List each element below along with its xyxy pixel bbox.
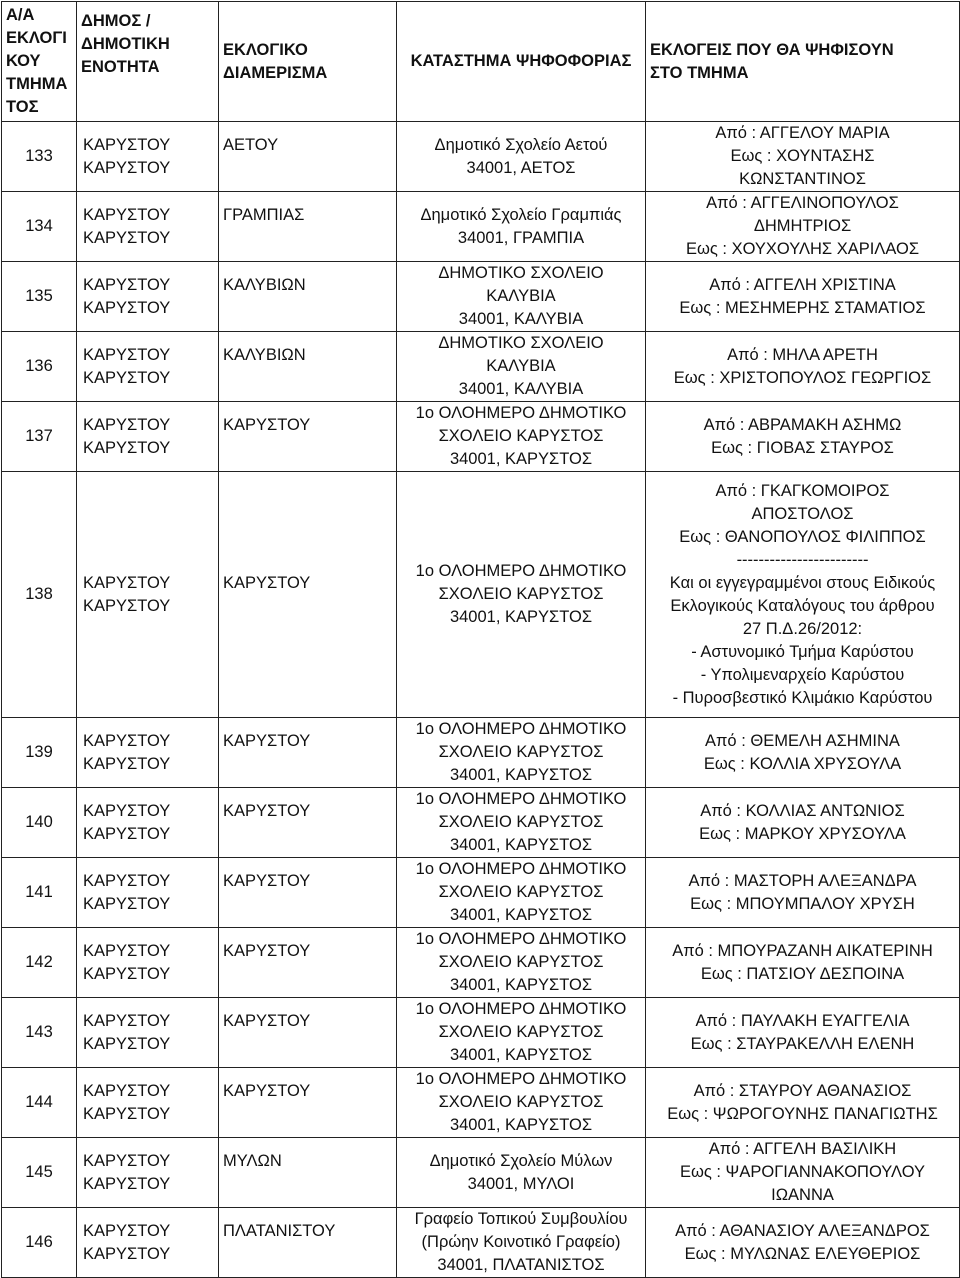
voter-range-cell: Από : ΓΚΑΓΚΟΜΟΙΡΟΣ ΑΠΟΣΤΟΛΟΣ Εως : ΘΑΝΟΠΟΥΛΟΣ ΦΙΛΙΠΠΟΣ ------------------------ Και οι εγγεγραμμένοι στους Ειδικούς Εκλογικούς Καταλόγους του άρθρου 27 Π.Δ.26/2012: - Αστυνομικό Τμήμα Καρύστου - Υπολιμεναρχείο Καρύστου - Πυροσβεστικό Κλιμάκιο Καρύστου — [646, 472, 960, 718]
header-municipality: ΔΗΜΟΣ / ΔΗΜΟΤΙΚΗ ΕΝΟΤΗΤΑ — [77, 2, 219, 122]
district-cell: ΚΑΡΥΣΤΟΥ — [219, 788, 397, 858]
polling-station-cell: 1ο ΟΛΟΗΜΕΡΟ ΔΗΜΟΤΙΚΟ ΣΧΟΛΕΙΟ ΚΑΡΥΣΤΟΣ 34001, ΚΑΡΥΣΤΟΣ — [397, 472, 646, 718]
polling-station-cell: 1ο ΟΛΟΗΜΕΡΟ ΔΗΜΟΤΙΚΟ ΣΧΟΛΕΙΟ ΚΑΡΥΣΤΟΣ 34001, ΚΑΡΥΣΤΟΣ — [397, 718, 646, 788]
district-cell: ΜΥΛΩΝ — [219, 1138, 397, 1208]
polling-station-cell: Δημοτικό Σχολείο Γραμπιάς 34001, ΓΡΑΜΠΙΑ — [397, 192, 646, 262]
voter-range-cell: Από : ΣΤΑΥΡΟΥ ΑΘΑΝΑΣΙΟΣ Εως : ΨΩΡΟΓΟΥΝΗΣ ΠΑΝΑΓΙΩΤΗΣ — [646, 1068, 960, 1138]
table-row — [2, 472, 960, 718]
municipality-cell: ΚΑΡΥΣΤΟΥ ΚΑΡΥΣΤΟΥ — [77, 472, 219, 718]
table-row — [2, 1208, 960, 1278]
section-number: 140 — [2, 788, 77, 858]
section-number: 135 — [2, 262, 77, 332]
table-row — [2, 122, 960, 192]
voter-range-cell: Από : ΜΠΟΥΡΑΖΑΝΗ ΑΙΚΑΤΕΡΙΝΗ Εως : ΠΑΤΣΙΟΥ ΔΕΣΠΟΙΝΑ — [646, 928, 960, 998]
section-number: 145 — [2, 1138, 77, 1208]
table-row — [2, 928, 960, 998]
polling-stations-table — [1, 1, 960, 1278]
voter-range-cell: Από : ΠΑΥΛΑΚΗ ΕΥΑΓΓΕΛΙΑ Εως : ΣΤΑΥΡΑΚΕΛΛΗ ΕΛΕΝΗ — [646, 998, 960, 1068]
section-number: 142 — [2, 928, 77, 998]
district-cell: ΚΑΡΥΣΤΟΥ — [219, 998, 397, 1068]
section-number: 134 — [2, 192, 77, 262]
table-row — [2, 262, 960, 332]
table-row — [2, 1138, 960, 1208]
voter-range-cell: Από : ΑΘΑΝΑΣΙΟΥ ΑΛΕΞΑΝΔΡΟΣ Εως : ΜΥΛΩΝΑΣ ΕΛΕΥΘΕΡΙΟΣ — [646, 1208, 960, 1278]
table-row — [2, 718, 960, 788]
table-row — [2, 192, 960, 262]
district-cell: ΓΡΑΜΠΙΑΣ — [219, 192, 397, 262]
district-cell: ΚΑΡΥΣΤΟΥ — [219, 472, 397, 718]
district-cell: ΚΑΡΥΣΤΟΥ — [219, 928, 397, 998]
table-row — [2, 1068, 960, 1138]
district-cell: ΚΑΛΥΒΙΩΝ — [219, 262, 397, 332]
table-header-row — [2, 2, 960, 122]
voter-range-cell: Από : ΑΓΓΕΛΗ ΧΡΙΣΤΙΝΑ Εως : ΜΕΣΗΜΕΡΗΣ ΣΤΑΜΑΤΙΟΣ — [646, 262, 960, 332]
district-cell: ΑΕΤΟΥ — [219, 122, 397, 192]
polling-station-cell: ΔΗΜΟΤΙΚΟ ΣΧΟΛΕΙΟ ΚΑΛΥΒΙΑ 34001, ΚΑΛΥΒΙΑ — [397, 332, 646, 402]
voter-range-cell: Από : ΑΓΓΕΛΙΝΟΠΟΥΛΟΣ ΔΗΜΗΤΡΙΟΣ Εως : ΧΟΥΧΟΥΛΗΣ ΧΑΡΙΛΑΟΣ — [646, 192, 960, 262]
voter-range-cell: Από : ΑΓΓΕΛΗ ΒΑΣΙΛΙΚΗ Εως : ΨΑΡΟΓΙΑΝΝΑΚΟΠΟΥΛΟΥ ΙΩΑΝΝΑ — [646, 1138, 960, 1208]
voter-range-cell: Από : ΚΟΛΛΙΑΣ ΑΝΤΩΝΙΟΣ Εως : ΜΑΡΚΟΥ ΧΡΥΣΟΥΛΑ — [646, 788, 960, 858]
municipality-cell: ΚΑΡΥΣΤΟΥ ΚΑΡΥΣΤΟΥ — [77, 788, 219, 858]
district-cell: ΠΛΑΤΑΝΙΣΤΟΥ — [219, 1208, 397, 1278]
district-cell: ΚΑΛΥΒΙΩΝ — [219, 332, 397, 402]
municipality-cell: ΚΑΡΥΣΤΟΥ ΚΑΡΥΣΤΟΥ — [77, 332, 219, 402]
polling-station-cell: 1ο ΟΛΟΗΜΕΡΟ ΔΗΜΟΤΙΚΟ ΣΧΟΛΕΙΟ ΚΑΡΥΣΤΟΣ 34001, ΚΑΡΥΣΤΟΣ — [397, 998, 646, 1068]
header-voters: ΕΚΛΟΓΕΙΣ ΠΟΥ ΘΑ ΨΗΦΙΣΟΥΝ ΣΤΟ ΤΜΗΜΑ — [646, 2, 960, 122]
municipality-cell: ΚΑΡΥΣΤΟΥ ΚΑΡΥΣΤΟΥ — [77, 858, 219, 928]
section-number: 139 — [2, 718, 77, 788]
section-number: 143 — [2, 998, 77, 1068]
polling-station-cell: 1ο ΟΛΟΗΜΕΡΟ ΔΗΜΟΤΙΚΟ ΣΧΟΛΕΙΟ ΚΑΡΥΣΤΟΣ 34001, ΚΑΡΥΣΤΟΣ — [397, 402, 646, 472]
polling-station-cell: 1ο ΟΛΟΗΜΕΡΟ ΔΗΜΟΤΙΚΟ ΣΧΟΛΕΙΟ ΚΑΡΥΣΤΟΣ 34001, ΚΑΡΥΣΤΟΣ — [397, 928, 646, 998]
table-row — [2, 788, 960, 858]
municipality-cell: ΚΑΡΥΣΤΟΥ ΚΑΡΥΣΤΟΥ — [77, 718, 219, 788]
voter-range-cell: Από : ΜΑΣΤΟΡΗ ΑΛΕΞΑΝΔΡΑ Εως : ΜΠΟΥΜΠΑΛΟΥ ΧΡΥΣΗ — [646, 858, 960, 928]
municipality-cell: ΚΑΡΥΣΤΟΥ ΚΑΡΥΣΤΟΥ — [77, 192, 219, 262]
municipality-cell: ΚΑΡΥΣΤΟΥ ΚΑΡΥΣΤΟΥ — [77, 928, 219, 998]
district-cell: ΚΑΡΥΣΤΟΥ — [219, 858, 397, 928]
polling-station-cell: Δημοτικό Σχολείο Αετού 34001, ΑΕΤΟΣ — [397, 122, 646, 192]
voter-range-cell: Από : ΑΒΡΑΜΑΚΗ ΑΣΗΜΩ Εως : ΓΙΟΒΑΣ ΣΤΑΥΡΟΣ — [646, 402, 960, 472]
district-cell: ΚΑΡΥΣΤΟΥ — [219, 1068, 397, 1138]
district-cell: ΚΑΡΥΣΤΟΥ — [219, 718, 397, 788]
table-body — [2, 122, 960, 1278]
polling-station-cell: Γραφείο Τοπικού Συμβουλίου (Πρώην Κοινοτικό Γραφείο) 34001, ΠΛΑΤΑΝΙΣΤΟΣ — [397, 1208, 646, 1278]
table-row — [2, 998, 960, 1068]
voter-range-cell: Από : ΜΗΛΑ ΑΡΕΤΗ Εως : ΧΡΙΣΤΟΠΟΥΛΟΣ ΓΕΩΡΓΙΟΣ — [646, 332, 960, 402]
header-store: ΚΑΤΑΣΤΗΜΑ ΨΗΦΟΦΟΡΙΑΣ — [397, 2, 646, 122]
section-number: 136 — [2, 332, 77, 402]
table-row — [2, 402, 960, 472]
table-row — [2, 332, 960, 402]
separator-line: ------------------------ — [736, 550, 869, 569]
polling-station-cell: 1ο ΟΛΟΗΜΕΡΟ ΔΗΜΟΤΙΚΟ ΣΧΟΛΕΙΟ ΚΑΡΥΣΤΟΣ 34001, ΚΑΡΥΣΤΟΣ — [397, 858, 646, 928]
district-cell: ΚΑΡΥΣΤΟΥ — [219, 402, 397, 472]
municipality-cell: ΚΑΡΥΣΤΟΥ ΚΑΡΥΣΤΟΥ — [77, 998, 219, 1068]
section-number: 138 — [2, 472, 77, 718]
municipality-cell: ΚΑΡΥΣΤΟΥ ΚΑΡΥΣΤΟΥ — [77, 122, 219, 192]
section-number: 144 — [2, 1068, 77, 1138]
header-district: ΕΚΛΟΓΙΚΟ ΔΙΑΜΕΡΙΣΜΑ — [219, 2, 397, 122]
municipality-cell: ΚΑΡΥΣΤΟΥ ΚΑΡΥΣΤΟΥ — [77, 262, 219, 332]
voter-range-cell: Από : ΑΓΓΕΛΟΥ ΜΑΡΙΑ Εως : ΧΟΥΝΤΑΣΗΣ ΚΩΝΣΤΑΝΤΙΝΟΣ — [646, 122, 960, 192]
municipality-cell: ΚΑΡΥΣΤΟΥ ΚΑΡΥΣΤΟΥ — [77, 402, 219, 472]
municipality-cell: ΚΑΡΥΣΤΟΥ ΚΑΡΥΣΤΟΥ — [77, 1208, 219, 1278]
polling-station-cell: Δημοτικό Σχολείο Μύλων 34001, ΜΥΛΟΙ — [397, 1138, 646, 1208]
section-number: 141 — [2, 858, 77, 928]
section-number: 146 — [2, 1208, 77, 1278]
voter-range-cell: Από : ΘΕΜΕΛΗ ΑΣΗΜΙΝΑ Εως : ΚΟΛΛΙΑ ΧΡΥΣΟΥΛΑ — [646, 718, 960, 788]
section-number: 137 — [2, 402, 77, 472]
polling-station-cell: 1ο ΟΛΟΗΜΕΡΟ ΔΗΜΟΤΙΚΟ ΣΧΟΛΕΙΟ ΚΑΡΥΣΤΟΣ 34001, ΚΑΡΥΣΤΟΣ — [397, 788, 646, 858]
municipality-cell: ΚΑΡΥΣΤΟΥ ΚΑΡΥΣΤΟΥ — [77, 1138, 219, 1208]
polling-station-cell: ΔΗΜΟΤΙΚΟ ΣΧΟΛΕΙΟ ΚΑΛΥΒΙΑ 34001, ΚΑΛΥΒΙΑ — [397, 262, 646, 332]
section-number: 133 — [2, 122, 77, 192]
municipality-cell: ΚΑΡΥΣΤΟΥ ΚΑΡΥΣΤΟΥ — [77, 1068, 219, 1138]
table-row — [2, 858, 960, 928]
polling-station-cell: 1ο ΟΛΟΗΜΕΡΟ ΔΗΜΟΤΙΚΟ ΣΧΟΛΕΙΟ ΚΑΡΥΣΤΟΣ 34001, ΚΑΡΥΣΤΟΣ — [397, 1068, 646, 1138]
header-number: Α/Α ΕΚΛΟΓΙ ΚΟΥ ΤΜΗΜΑ ΤΟΣ — [2, 2, 77, 122]
